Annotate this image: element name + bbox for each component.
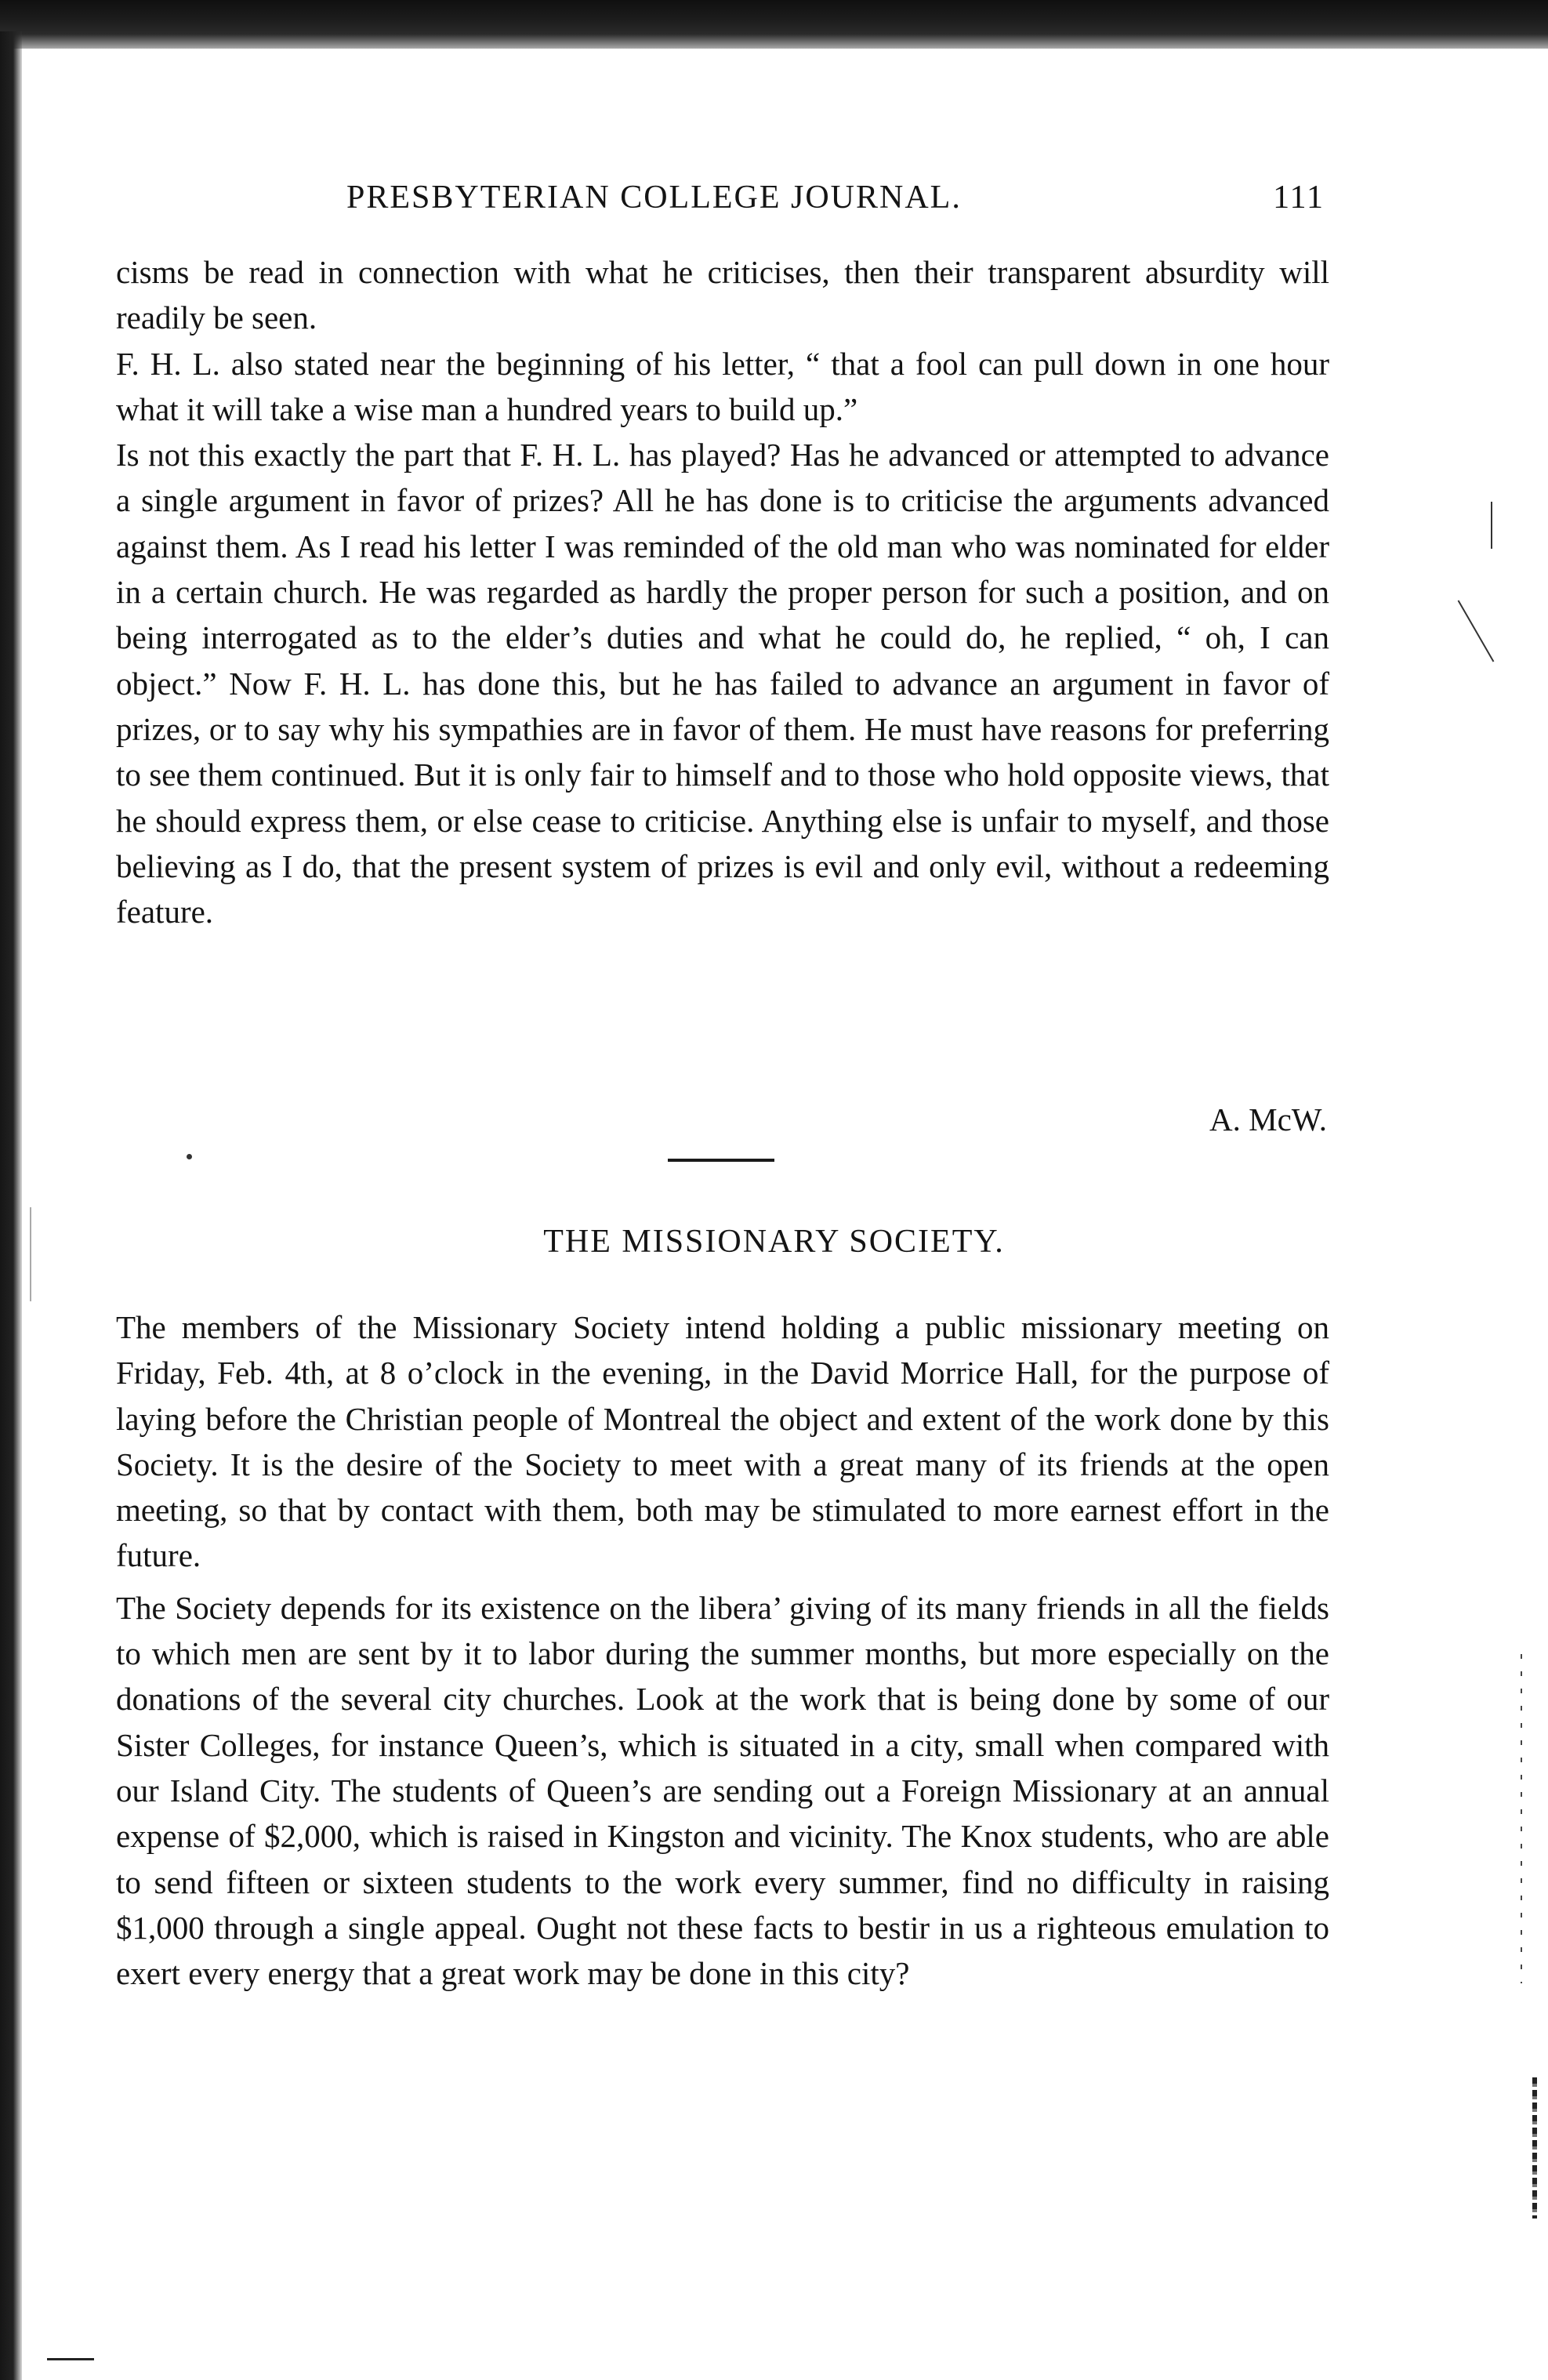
journal-title: PRESBYTERIAN COLLEGE JOURNAL. bbox=[346, 180, 962, 216]
letter-body bbox=[116, 249, 1329, 934]
bottom-mark bbox=[47, 2358, 94, 2360]
letter-signature: A. McW. bbox=[1209, 1101, 1327, 1137]
scan-left-border bbox=[0, 31, 22, 2380]
letter-paragraph: cisms be read in connection with what he criticises, then their transparent absurdity will readily be seen. bbox=[116, 254, 1329, 336]
section-body bbox=[116, 1304, 1329, 1996]
page-number: 111 bbox=[1273, 180, 1325, 216]
scan-artifact bbox=[1458, 600, 1495, 662]
section-divider bbox=[668, 1159, 774, 1162]
scan-artifact bbox=[1532, 2077, 1537, 2219]
section-paragraph: The members of the Missionary Society intend holding a public missionary meeting on Friday, Feb. 4th, at 8 o’clock in the evening, in the David Morrice Hall, for the purpose of laying before the Christian people of Montreal the object and extent of the work done by this Society. It is the desire of the Society to meet with a great many of its friends at the open meeting, so that by contact with them, both may be stimulated to more earnest effort in the future. bbox=[116, 1309, 1329, 1574]
scan-artifact bbox=[1521, 1654, 1522, 1983]
running-head bbox=[118, 179, 1325, 226]
scan-artifact bbox=[1491, 502, 1492, 549]
letter-paragraph: F. H. L. also stated near the beginning of his letter, “ that a fool can pull down in one hour what it will take a wise man a hundred years to build up.” bbox=[116, 345, 1329, 427]
section-paragraph: The Society depends for its existence on the libera’ giving of its many friends in all the fields to which men are sent by it to labor during the summer months, but more especially on the donations of the several city churches. Look at the work that is being done by some of our Sister Colleges, for instance Queen’s, which is situated in a city, small when compared with our Island City. The students of Queen’s are sending out a Foreign Missionary at an annual expense of $2,000, which is raised in Kingston and vicinity. The Knox students, who are able to send fifteen or sixteen students to the work every summer, find no difficulty in raising $1,000 through a single appeal. Ought not these facts to bestir in us a righteous emulation to exert every energy that a great work may be done in this city? bbox=[116, 1589, 1329, 1992]
section-title: THE MISSIONARY SOCIETY. bbox=[543, 1224, 1005, 1260]
letter-paragraph: Is not this exactly the part that F. H. L. has played? Has he advanced or attempted to advance a single argument in favor of prizes? All he has done is to criticise the arguments advanced against them. As I read his letter I was reminded of the old man who was nominated for elder in a certain church. He was regarded as hardly the proper person for such a position, and on being interrogated as to the elder’s duties and what he could do, he replied, “ oh, I can object.” Now F. H. L. has done this, but he has failed to advance an argument in favor of prizes, or to say why his sympathies are in favor of them. He must have reasons for preferring to see them continued. But it is only fair to himself and to those who hold opposite views, that he should express them, or else cease to criticise. Anything else is unfair to myself, and those believing as I do, that the present system of prizes is evil and only evil, without a redeeming feature. bbox=[116, 437, 1329, 931]
stray-mark bbox=[187, 1154, 192, 1159]
scan-top-border bbox=[0, 0, 1548, 49]
